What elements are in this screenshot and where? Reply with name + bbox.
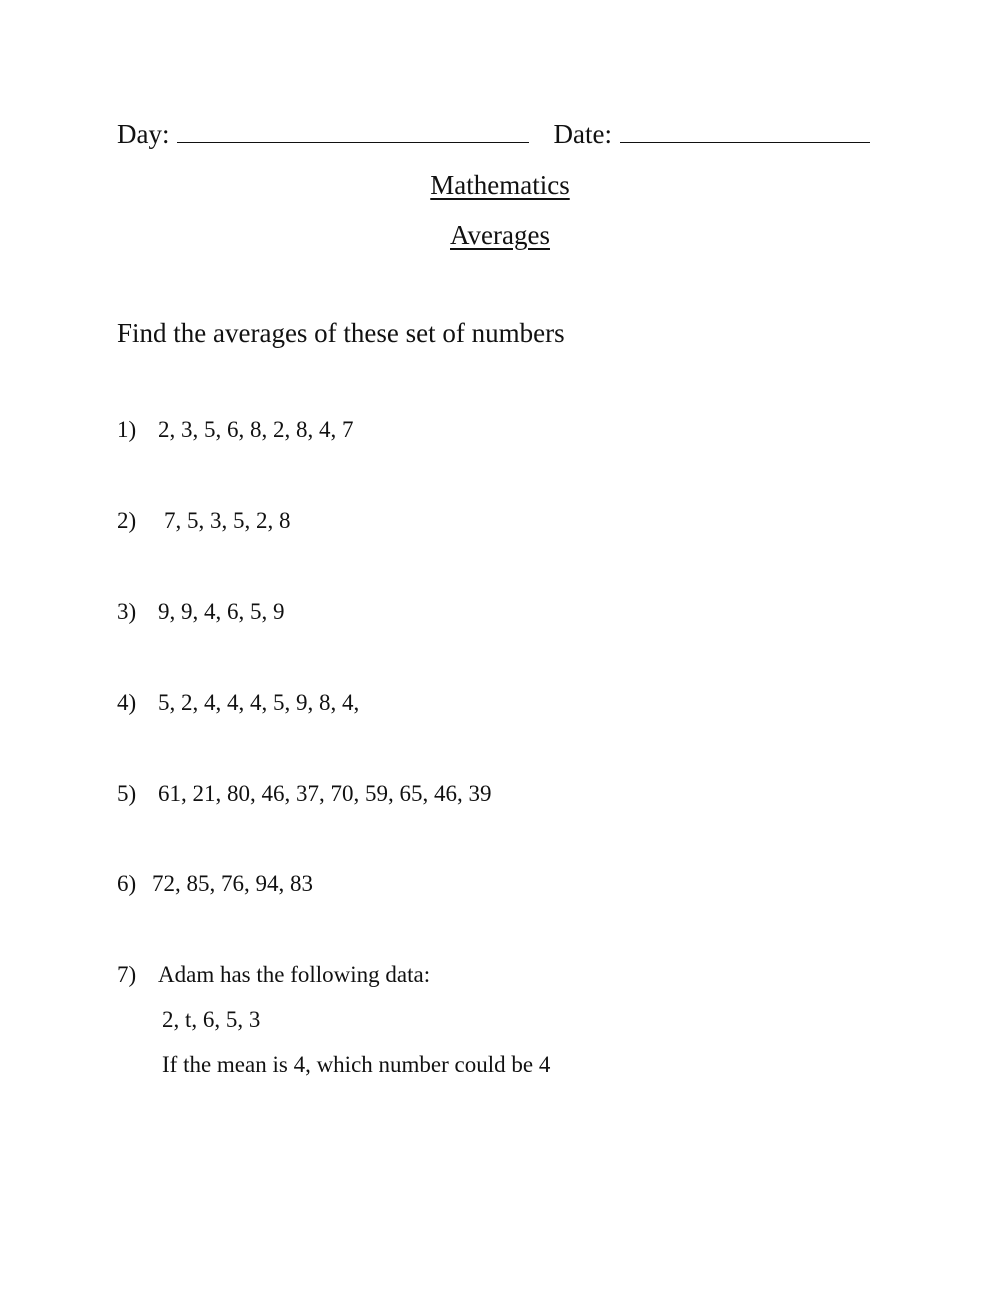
question-text: 9, 9, 4, 6, 5, 9 <box>158 599 285 624</box>
question-1 <box>117 415 354 445</box>
question-number: 2) <box>117 508 137 533</box>
question-number: 7) <box>117 962 137 987</box>
topic-title: Averages <box>450 220 550 250</box>
question-number: 1) <box>117 417 137 442</box>
subject-title: Mathematics <box>430 170 570 200</box>
question-7 <box>117 960 430 990</box>
question-number: 3) <box>117 599 137 624</box>
question-5 <box>117 779 492 809</box>
question-3 <box>117 597 285 627</box>
date-label: Date: <box>553 119 612 149</box>
instructions: Find the averages of these set of numbers <box>117 318 565 348</box>
question-6 <box>117 869 313 899</box>
question-text: 72, 85, 76, 94, 83 <box>152 871 313 896</box>
day-blank-line <box>177 120 529 143</box>
question-7-prompt: If the mean is 4, which number could be 4 <box>162 1052 551 1077</box>
question-number: 4) <box>117 690 137 715</box>
question-text: 7, 5, 3, 5, 2, 8 <box>164 508 291 533</box>
question-number: 6) <box>117 871 137 896</box>
header-row <box>117 116 870 152</box>
question-7-data: 2, t, 6, 5, 3 <box>162 1007 261 1032</box>
question-text: Adam has the following data: <box>158 962 431 987</box>
day-label: Day: <box>117 119 170 149</box>
date-blank-line <box>620 120 870 143</box>
question-text: 5, 2, 4, 4, 4, 5, 9, 8, 4, <box>158 690 360 715</box>
question-4 <box>117 688 359 718</box>
question-text: 61, 21, 80, 46, 37, 70, 59, 65, 46, 39 <box>158 781 492 806</box>
question-text: 2, 3, 5, 6, 8, 2, 8, 4, 7 <box>158 417 354 442</box>
question-number: 5) <box>117 781 137 806</box>
question-2 <box>117 506 291 536</box>
